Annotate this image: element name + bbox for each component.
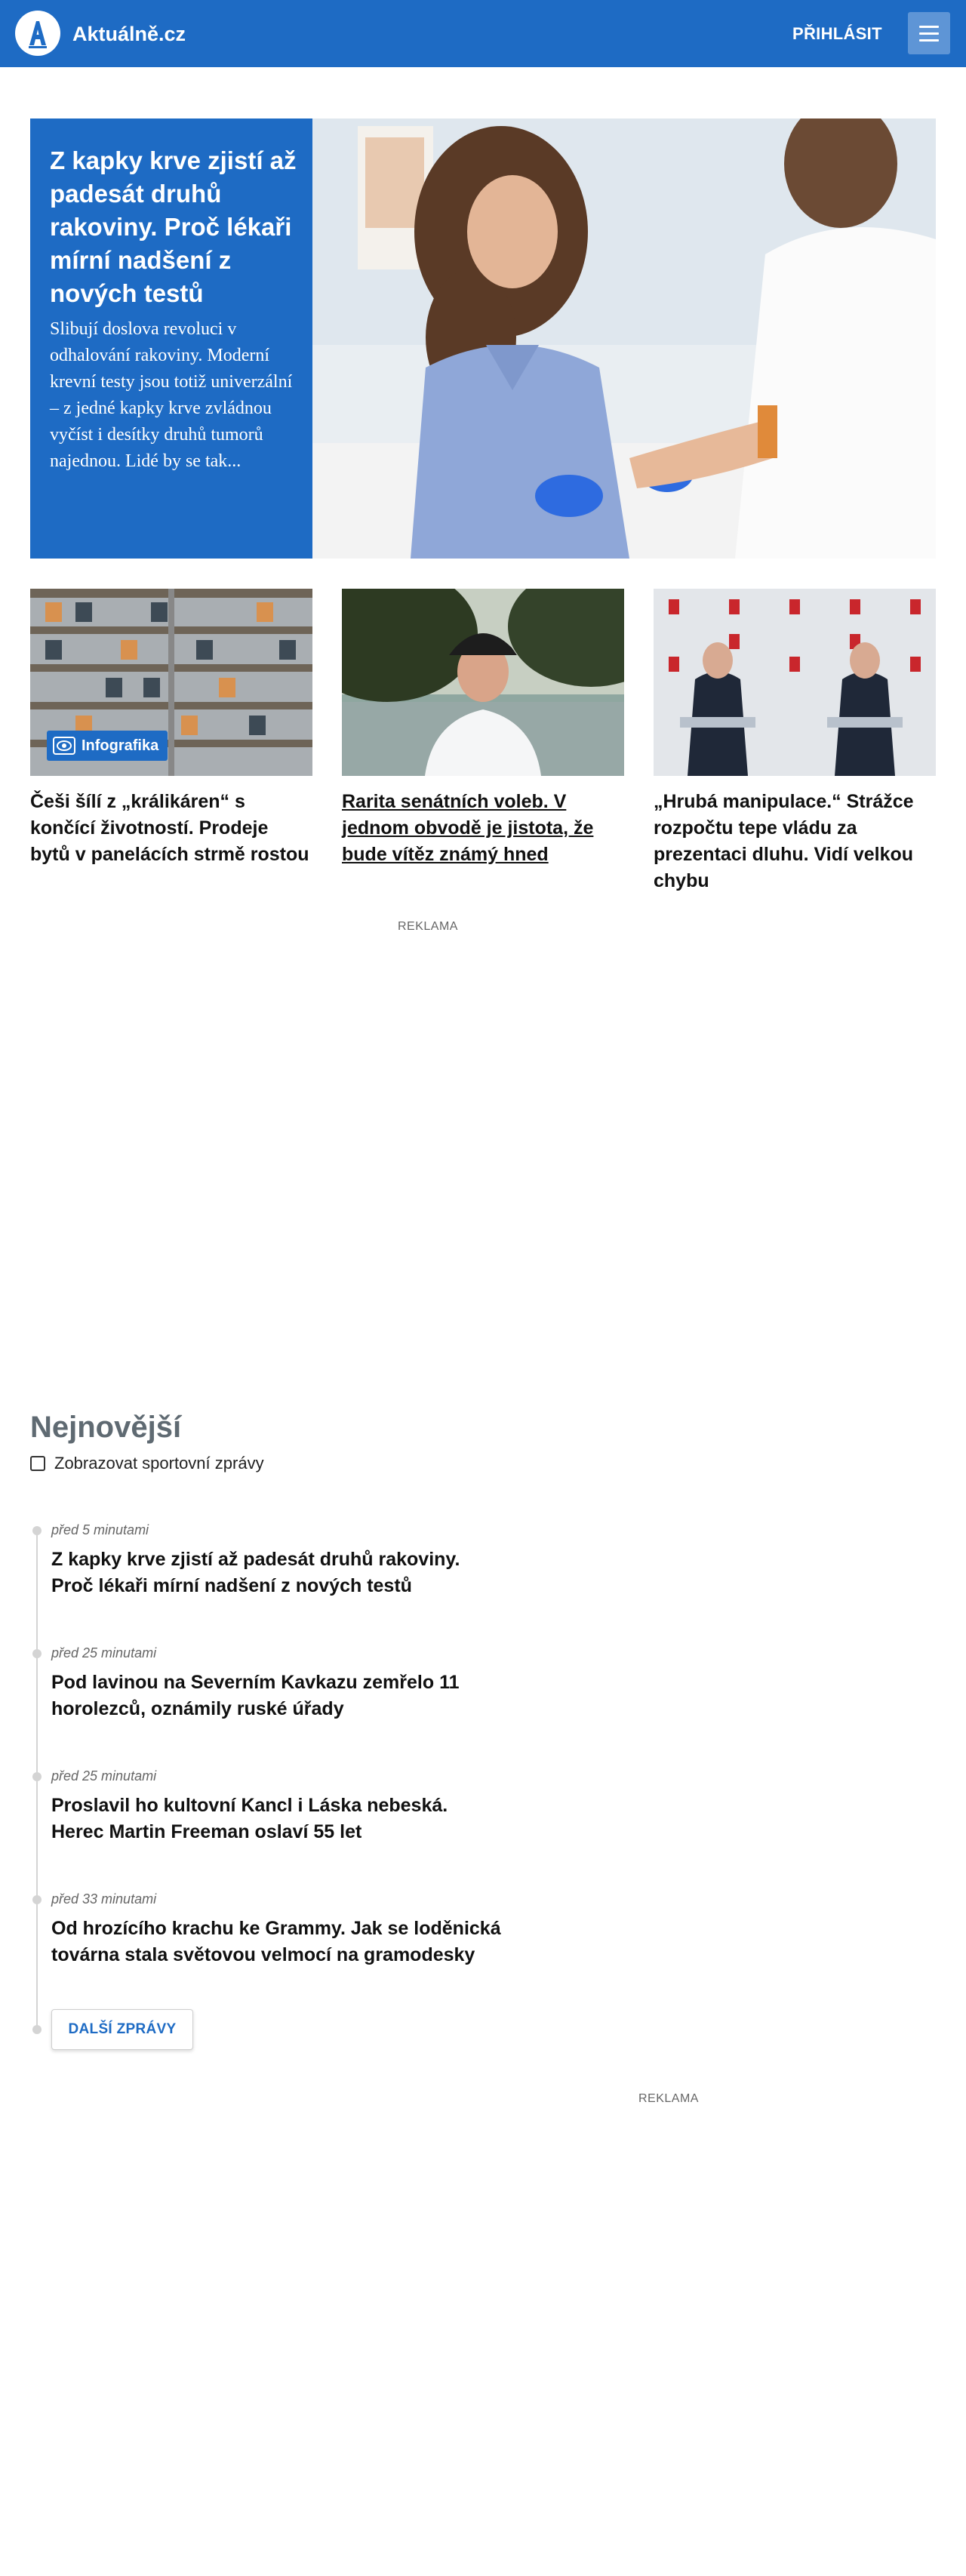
card-image[interactable] — [654, 589, 936, 776]
site-header — [0, 0, 966, 67]
login-link[interactable]: PŘIHLÁSIT — [792, 24, 882, 43]
card-image[interactable] — [342, 589, 624, 776]
news-time: před 25 minutami — [51, 1645, 157, 1660]
news-time: před 25 minutami — [51, 1768, 157, 1784]
card-title[interactable]: Rarita senátních voleb. V jednom obvodě je jistota, že bude vítěz známý hned — [342, 791, 594, 865]
eye-icon — [53, 737, 75, 755]
site-name[interactable]: Aktuálně.cz — [72, 23, 186, 45]
card-title[interactable]: Češi šílí z „králikáren“ s končící životností. Prodeje bytů v panelácích strmě rostou — [30, 791, 309, 865]
hero-perex: Slibují doslova revoluci v odhalování rakoviny. Moderní krevní testy jsou totiž univerzální – z jedné kapky krve zvládnou vyčíst i desítky druhů tumorů najednou. Lidé by se tak... — [50, 319, 293, 471]
sport-checkbox[interactable] — [30, 1456, 45, 1471]
infographic-badge — [47, 731, 168, 761]
news-title[interactable]: Od hrozícího krachu ke Grammy. Jak se loděnická továrna stala světovou velmocí na gramodesky — [51, 1918, 501, 1965]
hero-image[interactable] — [312, 118, 936, 559]
timeline-dot — [32, 1895, 42, 1904]
timeline-dot — [32, 1772, 42, 1781]
ad-label: REKLAMA — [638, 2092, 699, 2105]
more-news-button[interactable]: DALŠÍ ZPRÁVY — [51, 2009, 193, 2050]
news-title[interactable]: Pod lavinou na Severním Kavkazu zemřelo 11 horolezců, oznámily ruské úřady — [51, 1672, 460, 1719]
news-title[interactable]: Proslavil ho kultovní Kancl i Láska nebeská. Herec Martin Freeman oslaví 55 let — [51, 1795, 448, 1842]
news-title[interactable]: Z kapky krve zjistí až padesát druhů rakoviny. Proč lékaři mírní nadšení z nových testů — [51, 1549, 460, 1596]
sport-toggle-label[interactable]: Zobrazovat sportovní zprávy — [54, 1454, 264, 1473]
news-time: před 33 minutami — [51, 1891, 157, 1907]
card-image[interactable] — [30, 589, 312, 776]
ad-label: REKLAMA — [398, 920, 458, 933]
news-time: před 5 minutami — [51, 1522, 149, 1537]
timeline-dot — [32, 1526, 42, 1535]
timeline-dot — [32, 2025, 42, 2034]
card-title[interactable]: „Hrubá manipulace.“ Strážce rozpočtu tepe vládu za prezentaci dluhu. Vidí velkou chybu — [654, 791, 914, 891]
latest-heading: Nejnovější — [30, 1411, 182, 1444]
hero-title[interactable]: Z kapky krve zjistí až padesát druhů rakoviny. Proč lékaři mírní nadšení z nových testů — [50, 146, 297, 307]
sport-news-toggle[interactable] — [30, 1452, 264, 1475]
hamburger-icon[interactable] — [908, 12, 950, 54]
timeline-dot — [32, 1649, 42, 1658]
badge-label: Infografika — [82, 737, 159, 754]
hero-article[interactable] — [30, 118, 312, 559]
aktualne-logo-icon[interactable] — [15, 11, 60, 56]
